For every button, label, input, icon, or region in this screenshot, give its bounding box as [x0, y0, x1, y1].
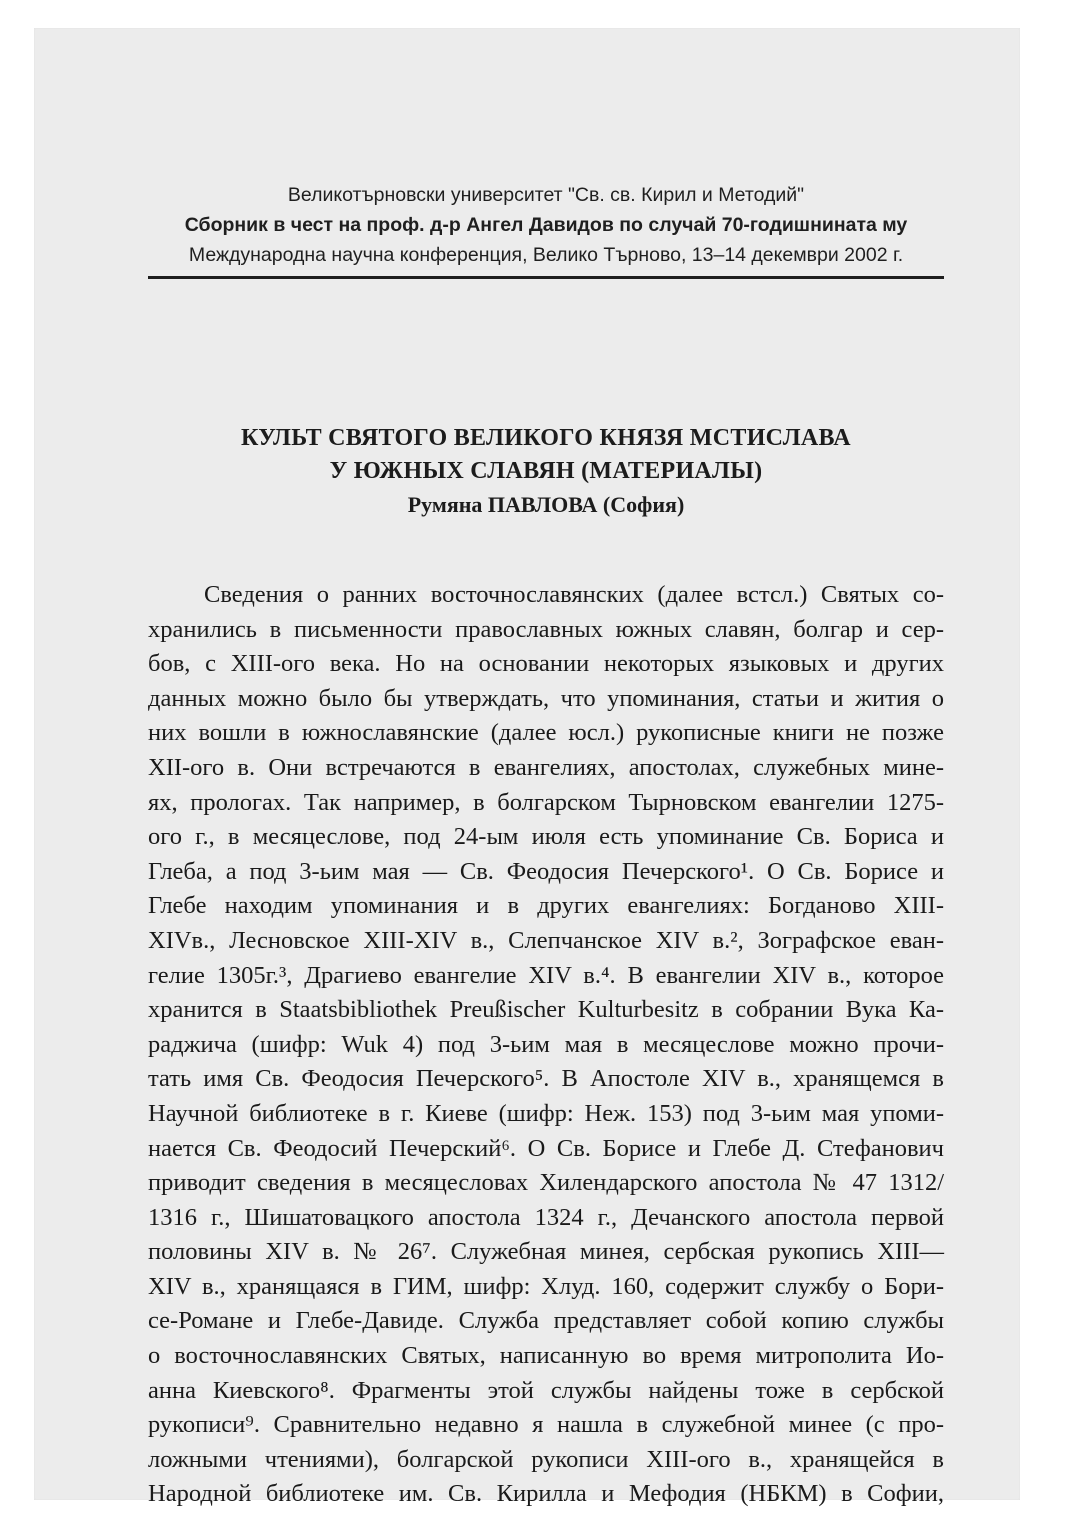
header-collection: Сборник в чест на проф. д-р Ангел Давидов по случай 70-годишнината му: [184, 214, 908, 236]
body-line: о восточнославянских Святых, написанную во время митрополита Ио-: [148, 1342, 944, 1370]
body-line: Глеба, а под 3-ьим мая — Св. Феодосия Печерского¹. О Св. Борисе и: [148, 857, 944, 885]
body-line: хранится в Staatsbibliothek Preußischer Kulturbesitz в собрании Вука Ка-: [148, 996, 944, 1024]
article-body: [148, 578, 944, 1512]
body-line: приводит сведения в месяцесловах Хилендарского апостола № 47 1312/: [148, 1169, 944, 1197]
article-heading: [148, 422, 944, 521]
body-line: бов, с XIII-ого века. Но на основании некоторых языковых и других: [148, 650, 944, 678]
body-line: Народной библиотеке им. Св. Кирилла и Мефодия (НБКМ) в Софии,: [148, 1480, 944, 1508]
body-line: 1316 г., Шишатовацкого апостола 1324 г., Дечанского апостола первой: [148, 1203, 944, 1231]
article-title-line-2: У ЮЖНЫХ СЛАВЯН (МАТЕРИАЛЫ): [329, 458, 763, 484]
body-line: тать имя Св. Феодосия Печерского⁵. В Апостоле XIV в., хранящемся в: [148, 1065, 944, 1093]
body-line: гелие 1305г.³, Драгиево евангелие XIV в.⁴. В евангелии XIV в., которое: [148, 961, 944, 989]
header-university: Великотърновски университет "Св. св. Кирил и Методий": [287, 184, 805, 206]
body-line: хранились в письменности православных южных славян, болгар и сер-: [148, 615, 944, 643]
body-line: них вошли в южнославянские (далее юсл.) рукописные книги не позже: [148, 719, 944, 747]
body-line: ложными чтениями), болгарской рукописи XIII-ого в., хранящейся в: [148, 1445, 944, 1473]
body-line: ого г., в месяцеслове, под 24-ым июля есть упоминание Св. Бориса и: [148, 823, 944, 851]
publication-header: [148, 180, 944, 270]
body-line: раджича (шифр: Wuk 4) под 3-ьим мая в месяцеслове можно прочи-: [148, 1030, 944, 1058]
article-author: Румяна ПАВЛОВА (София): [407, 492, 685, 517]
body-line: нается Св. Феодосий Печерский⁶. О Св. Борисе и Глебе Д. Стефанович: [148, 1134, 944, 1162]
body-line: рукописи⁹. Сравнительно недавно я нашла в служебной минее (с про-: [148, 1411, 944, 1439]
body-line: Научной библиотеке в г. Киеве (шифр: Неж. 153) под 3-ьим мая упоми-: [148, 1099, 944, 1127]
body-line: Глебе находим упоминания и в других евангелиях: Богданово XIII-: [148, 892, 944, 920]
body-line: Сведения о ранних восточнославянских (далее встсл.) Святых со-: [204, 581, 944, 608]
body-line: XIVв., Лесновское XIII-XIV в., Слепчанское XIV в.², Зографское еван-: [148, 926, 944, 954]
body-line: XIV в., хранящаяся в ГИМ, шифр: Хлуд. 160, содержит службу о Бори-: [148, 1272, 944, 1300]
header-conference: Международна научна конференция, Велико Търново, 13–14 декември 2002 г.: [188, 244, 904, 266]
body-line: анна Киевского⁸. Фрагменты этой службы найдены тоже в сербской: [148, 1376, 944, 1404]
header-rule: [148, 276, 944, 279]
body-line: половины XIV в. № 26⁷. Служебная минея, сербская рукопись XIII—: [148, 1238, 944, 1266]
article-title-line-1: КУЛЬТ СВЯТОГО ВЕЛИКОГО КНЯЗЯ МСТИСЛАВА: [241, 425, 851, 451]
body-line: ях, прологах. Так например, в болгарском Тырновском евангелии 1275-: [148, 788, 944, 816]
body-line: XII-ого в. Они встречаются в евангелиях, апостолах, служебных мине-: [148, 753, 944, 781]
body-line: данных можно было бы утверждать, что упоминания, статьи и жития о: [148, 684, 944, 712]
body-line: се-Романе и Глебе-Давиде. Служба представляет собой копию службы: [148, 1307, 944, 1335]
